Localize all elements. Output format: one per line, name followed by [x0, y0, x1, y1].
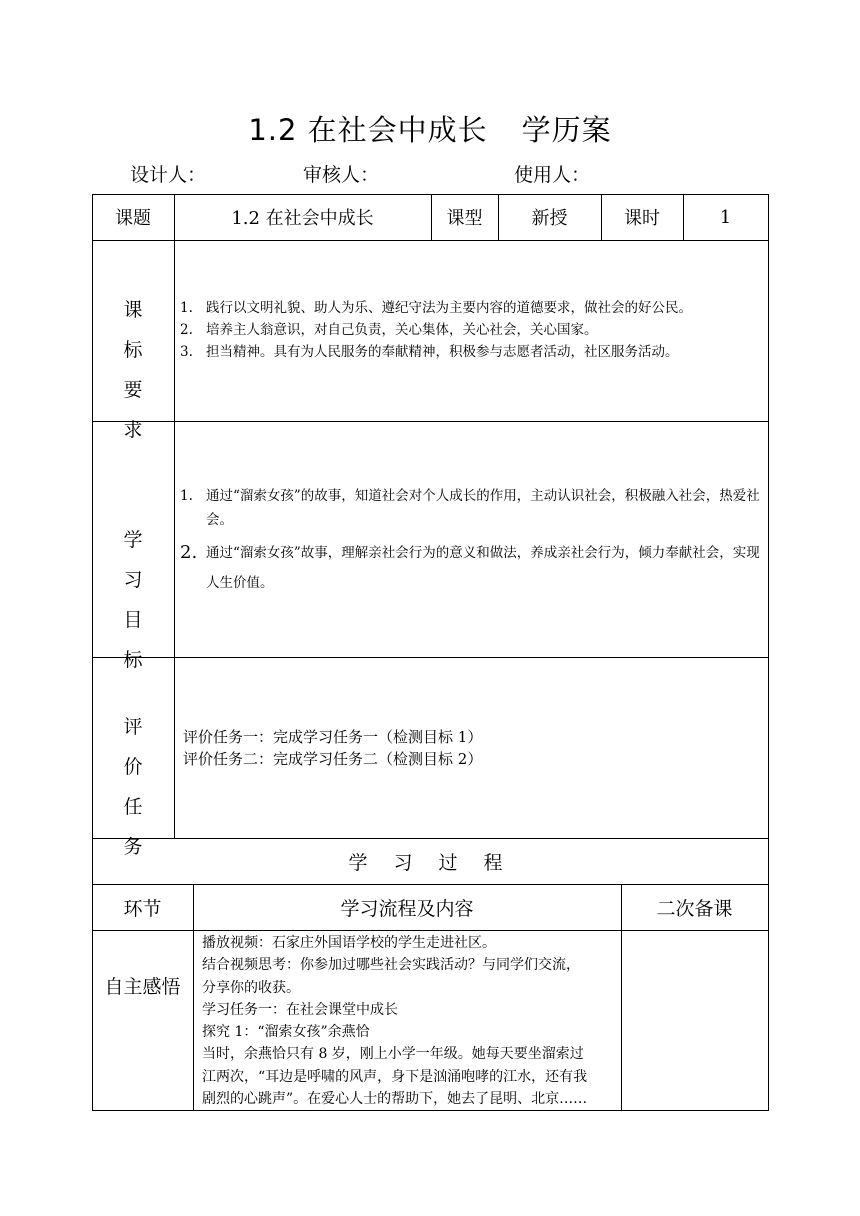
content-line: 剧烈的心跳声”。在爱心人士的帮助下，她去了昆明、北京……	[202, 1091, 588, 1108]
evaluation-tasks	[183, 726, 482, 770]
objectives-list	[180, 484, 762, 598]
evaluation-label: 评价任务	[123, 716, 157, 858]
reviewer-field: 审核人：	[303, 164, 380, 186]
content-line: 分享你的收获。	[202, 979, 300, 996]
evaluation-task-2: 评价任务二：完成学习任务二（检测目标 2）	[183, 750, 483, 768]
objectives-label: 学习目标	[123, 529, 157, 671]
column-content: 学习流程及内容	[340, 897, 474, 920]
column-stage: 环节	[123, 897, 162, 920]
process-heading: 学 习 过 程	[348, 851, 513, 874]
standards-label: 课标要求	[123, 299, 157, 441]
evaluation-task-1: 评价任务一：完成学习任务一（检测目标 1）	[183, 728, 483, 746]
title-main: 1.2 在社会中成长	[248, 113, 488, 147]
process-content	[202, 932, 618, 1110]
designer-field: 设计人：	[130, 164, 207, 186]
content-line: 学习任务一：在社会课堂中成长	[202, 1001, 398, 1018]
title-suffix: 学历案	[521, 113, 612, 147]
type-label: 课型	[446, 208, 483, 229]
topic-value: 1.2 在社会中成长	[231, 208, 374, 229]
topic-label: 课题	[115, 208, 151, 229]
list-item: 1. 践行以文明礼貌、助人为乐、遵纪守法为主要内容的道德要求，做社会的好公民。	[180, 300, 692, 316]
list-item: 2. 培养主人翁意识，对自己负责，关心集体，关心社会，关心国家。	[180, 322, 598, 338]
period-label: 课时	[624, 208, 660, 229]
period-value: 1	[719, 206, 732, 228]
content-line: 探究 1：“溜索女孩”余燕恰	[202, 1024, 370, 1041]
type-value: 新授	[531, 208, 568, 229]
content-line: 播放视频：石家庄外国语学校的学生走进社区。	[202, 935, 496, 951]
column-notes: 二次备课	[656, 897, 733, 920]
list-item: 3. 担当精神。具有为人民服务的奉献精神，积极参与志愿者活动，社区服务活动。	[180, 344, 679, 360]
content-line: 江两次，“耳边是呼啸的风声，身下是汹涌咆哮的江水，还有我	[202, 1068, 588, 1085]
list-item: 2. 通过“溜索女孩”故事，理解亲社会行为的意义和做法，养成亲社会行为，倾力奉献社会，实现人生价值。	[180, 542, 760, 591]
content-line: 结合视频思考：你参加过哪些社会实践活动？与同学们交流，	[202, 957, 580, 974]
list-item: 1. 通过“溜索女孩”的故事，知道社会对个人成长的作用，主动认识社会，积极融入社会，热爱社会。	[180, 488, 760, 528]
user-field: 使用人：	[514, 164, 591, 186]
standards-list	[180, 297, 762, 363]
page-title	[0, 108, 860, 149]
content-line: 当时，余燕恰只有 8 岁，刚上小学一年级。她每天要坐溜索过	[202, 1046, 584, 1063]
stage-name: 自主感悟	[104, 975, 181, 998]
